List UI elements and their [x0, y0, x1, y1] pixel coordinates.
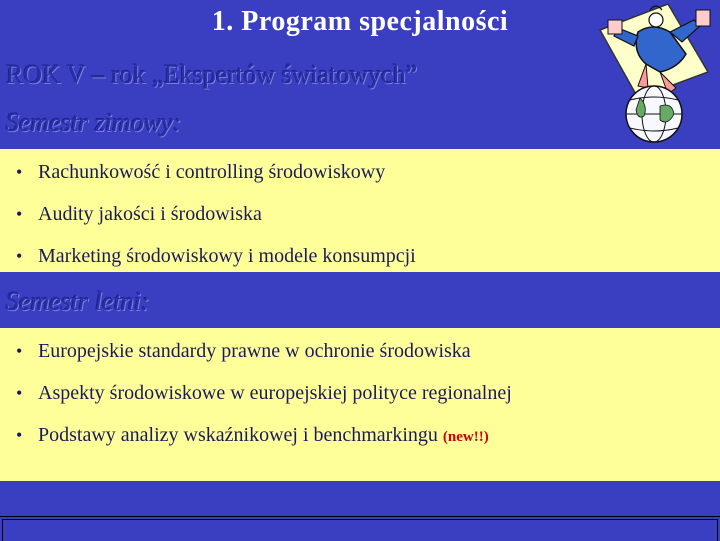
- course-name: Europejskie standardy prawne w ochronie środowiska: [38, 340, 471, 362]
- bullet: •: [16, 204, 23, 224]
- slide-subtitle: ROK V – rok „Ekspertów światowych”: [6, 60, 418, 89]
- bullet: •: [16, 162, 23, 182]
- course-name: Podstawy analizy wskaźnikowej i benchmarkingu: [38, 424, 438, 446]
- winter-semester-heading: Semestr zimowy:: [6, 108, 182, 137]
- bullet: •: [16, 383, 23, 403]
- list-item: [0, 330, 720, 372]
- course-name: Audity jakości i środowiska: [38, 203, 262, 225]
- slide-title: 1. Program specjalności: [211, 6, 509, 37]
- list-item: [0, 193, 720, 235]
- list-item: [0, 372, 720, 414]
- footer-bar: [0, 516, 720, 541]
- summer-course-list: [0, 328, 720, 456]
- course-name: Marketing środowiskowy i modele konsumpcji: [38, 245, 416, 267]
- bullet: •: [16, 425, 23, 445]
- bullet: •: [16, 341, 23, 361]
- summer-semester-heading: Semestr letni:: [6, 287, 150, 316]
- bullet: •: [16, 246, 23, 266]
- list-item: [0, 151, 720, 193]
- course-name: Aspekty środowiskowe w europejskiej polityce regionalnej: [38, 382, 512, 404]
- summer-course-panel: [0, 328, 720, 481]
- businessman-globe-clipart-icon: [598, 2, 720, 148]
- list-item: [0, 414, 720, 456]
- list-item: [0, 235, 720, 277]
- winter-course-panel: [0, 149, 720, 272]
- footer-frame: [2, 519, 718, 541]
- course-name: Rachunkowość i controlling środowiskowy: [38, 161, 386, 183]
- new-badge: (new!!): [442, 429, 489, 445]
- winter-course-list: [0, 149, 720, 277]
